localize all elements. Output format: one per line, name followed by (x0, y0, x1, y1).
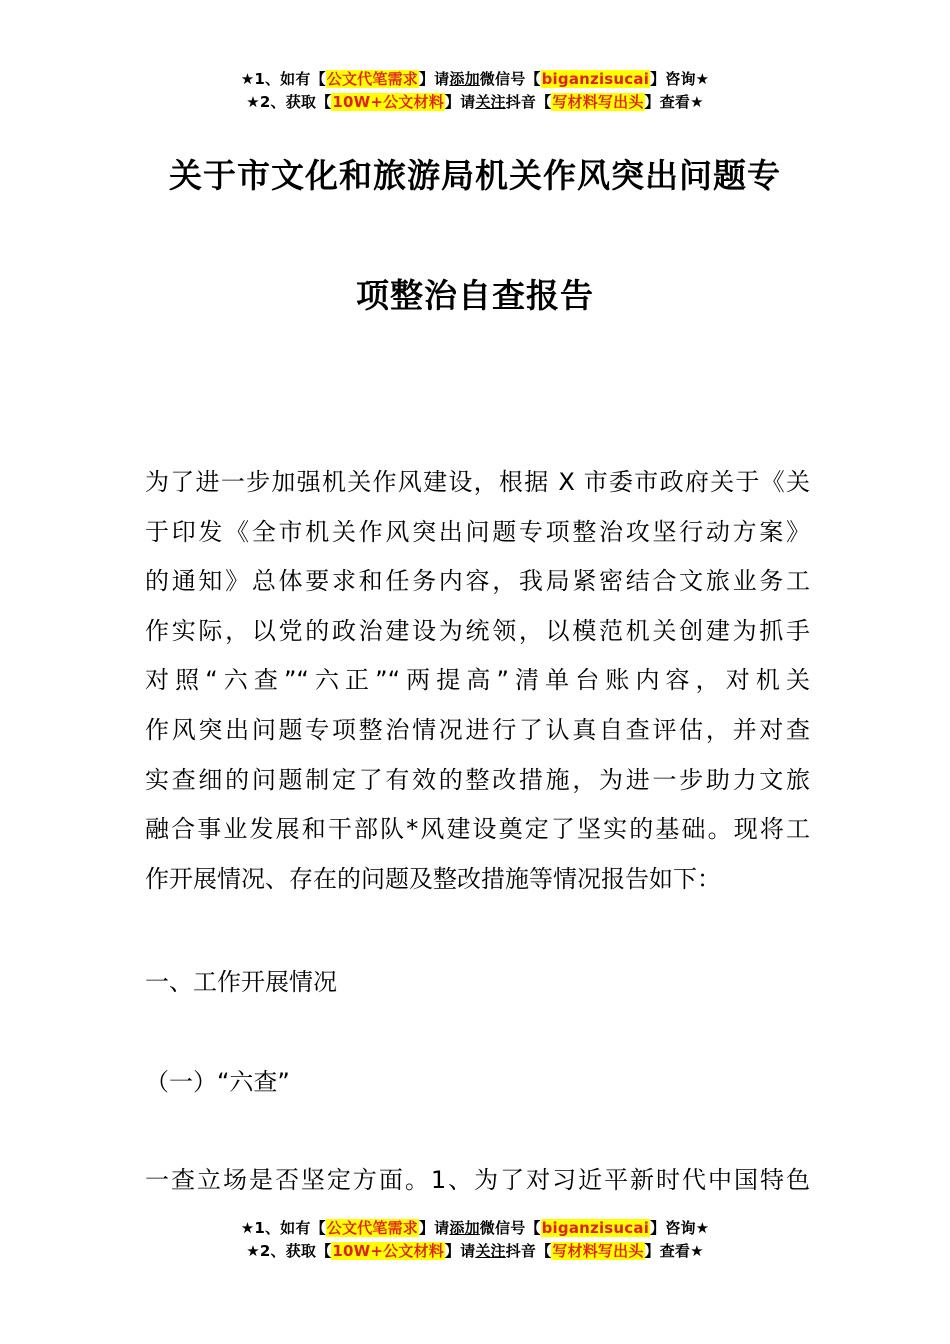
intro-line: 作实际，以党的政治建设为统领，以模范机关创建为抓手 (145, 616, 810, 645)
banner-douyin-id: 写材料写出头 (552, 93, 644, 111)
banner-underlined: 添加 (449, 70, 480, 88)
banner-line-2 (0, 1240, 950, 1263)
intro-paragraph (145, 458, 810, 904)
intro-line: 的通知》总体要求和任务内容，我局紧密结合文旅业务工 (145, 567, 810, 596)
banner-text: 】请 (444, 1242, 476, 1260)
banner-text: 抖音【 (505, 93, 552, 111)
banner-text: 】请 (444, 93, 476, 111)
banner-text: 】咨询★ (650, 70, 710, 88)
banner-line-1 (0, 68, 950, 91)
banner-highlight: 公文代笔需求 (326, 1219, 418, 1237)
top-banner (0, 68, 950, 114)
banner-wechat-id: biganzisucai (541, 70, 650, 88)
banner-text: ★2、获取【 (246, 93, 332, 111)
intro-line: 作开展情况、存在的问题及整改措施等情况报告如下： (145, 864, 721, 893)
banner-highlight: 10W+公文材料 (332, 93, 444, 111)
banner-underlined: 添加 (449, 1219, 480, 1237)
banner-text: 】查看★ (644, 1242, 704, 1260)
banner-line-1 (0, 1217, 950, 1240)
banner-text: 抖音【 (505, 1242, 552, 1260)
banner-douyin-id: 写材料写出头 (552, 1242, 644, 1260)
intro-line: 作风突出问题专项整治情况进行了认真自查评估，并对查 (145, 715, 810, 744)
banner-underlined: 关注 (475, 1242, 506, 1260)
banner-text: 】请 (418, 70, 450, 88)
banner-highlight: 公文代笔需求 (326, 70, 418, 88)
intro-line: 为了进一步加强机关作风建设，根据 X 市委市政府关于《关 (145, 468, 810, 496)
intro-line: 融合事业发展和干部队*风建设奠定了坚实的基础。现将工 (145, 815, 810, 844)
banner-text: 】查看★ (644, 93, 704, 111)
banner-text: ★1、如有【 (240, 70, 326, 88)
section-heading: 一、工作开展情况 (145, 968, 337, 996)
intro-line: 对照“六查”“六正”“两提高”清单台账内容，对机关 (145, 666, 810, 695)
intro-line: 于印发《全市机关作风突出问题专项整治攻坚行动方案》 (145, 517, 810, 546)
paragraph-line: 一查立场是否坚定方面。1、为了对习近平新时代中国特色 (145, 1166, 810, 1194)
banner-text: 微信号【 (479, 1219, 541, 1237)
intro-line: 实查细的问题制定了有效的整改措施，为进一步助力文旅 (145, 765, 810, 794)
banner-text: ★1、如有【 (240, 1219, 326, 1237)
banner-text: ★2、获取【 (246, 1242, 332, 1260)
section-paragraph (145, 1156, 810, 1206)
banner-wechat-id: biganzisucai (541, 1219, 650, 1237)
banner-text: 微信号【 (479, 70, 541, 88)
banner-underlined: 关注 (475, 93, 506, 111)
banner-text: 】请 (418, 1219, 450, 1237)
document-title-line-2: 项整治自查报告 (356, 276, 594, 315)
bottom-banner (0, 1217, 950, 1263)
subsection-heading: （一）“六查” (145, 1068, 290, 1096)
banner-highlight: 10W+公文材料 (332, 1242, 444, 1260)
document-title-line-1: 关于市文化和旅游局机关作风突出问题专 (169, 156, 781, 195)
banner-line-2 (0, 91, 950, 114)
banner-text: 】咨询★ (650, 1219, 710, 1237)
